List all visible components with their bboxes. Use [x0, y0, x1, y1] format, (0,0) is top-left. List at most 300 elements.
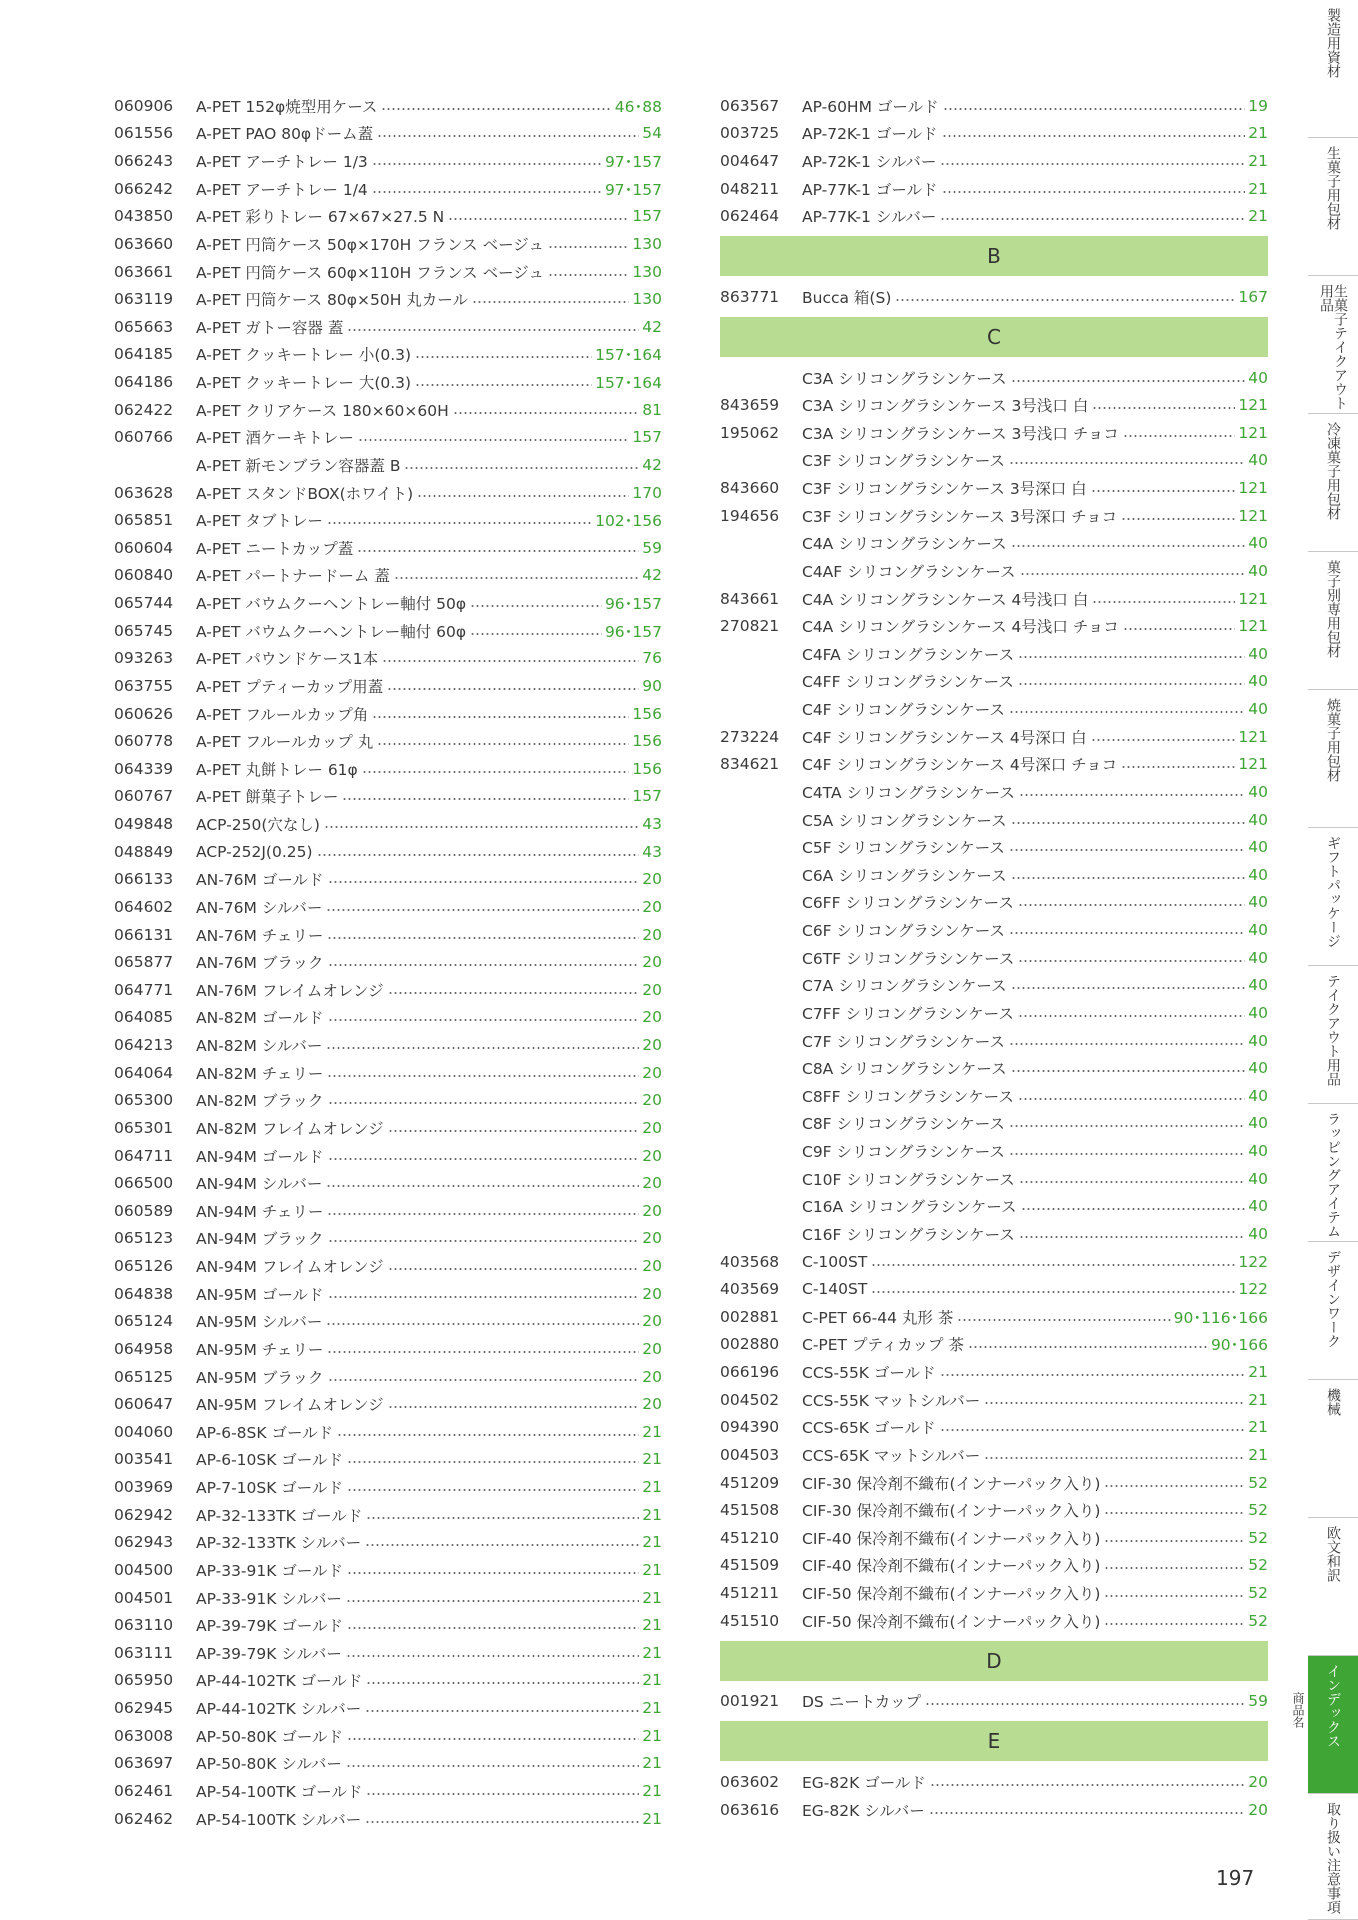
index-entry: [720, 1796, 1268, 1824]
leader-dots: [346, 1765, 639, 1767]
index-entry: [114, 368, 662, 396]
sidebar-tab[interactable]: [1308, 1104, 1358, 1242]
leader-dots: [1009, 462, 1245, 464]
index-entry: [720, 1524, 1268, 1552]
entry-page: 20: [642, 1367, 662, 1386]
entry-page: 52: [1248, 1501, 1268, 1520]
sidebar-tab[interactable]: [1308, 414, 1358, 552]
leader-dots: [365, 1710, 639, 1712]
index-entry: [114, 285, 662, 313]
index-entry: [114, 1556, 662, 1584]
entry-name: AP-33-91K シルバー: [196, 1589, 342, 1608]
leader-dots: [984, 1402, 1245, 1404]
sidebar-tab-label: ラッピングアイテム: [1325, 1112, 1341, 1238]
entry-name: A-PET 彩りトレー 67×67×27.5 N: [196, 208, 445, 227]
entry-page: 170: [632, 483, 662, 502]
index-entry: [720, 1303, 1268, 1331]
index-entry: [114, 230, 662, 258]
entry-page: 121: [1238, 589, 1268, 608]
index-column-left: [114, 92, 662, 1832]
index-entry: [720, 364, 1268, 392]
entry-code: 064213: [114, 1036, 174, 1055]
index-entry: [114, 451, 662, 479]
entry-name: A-PET フルールカップ角: [196, 705, 369, 724]
entry-code: 064339: [114, 759, 174, 778]
entry-page: 40: [1248, 976, 1268, 995]
entry-page: 46･88: [614, 97, 662, 116]
sidebar-tab[interactable]: [1308, 138, 1358, 276]
entry-page: 20: [642, 925, 662, 944]
entry-name: AN-95M ブラック: [196, 1368, 324, 1387]
entry-code: 093263: [114, 649, 174, 668]
index-entry: [720, 1496, 1268, 1524]
index-entry: [720, 1469, 1268, 1497]
leader-dots: [328, 1296, 640, 1298]
entry-name: CCS-55K マットシルバー: [802, 1391, 981, 1410]
index-entry: [720, 640, 1268, 668]
index-entry: [720, 120, 1268, 148]
index-entry: [114, 1611, 662, 1639]
entry-name: C6TF シリコングラシンケース: [802, 949, 1015, 968]
index-entry: [114, 1750, 662, 1778]
leader-dots: [1104, 1485, 1245, 1487]
index-entry: [114, 1031, 662, 1059]
entry-page: 40: [1248, 1031, 1268, 1050]
entry-name: A-PET クッキートレー 大(0.3): [196, 374, 412, 393]
entry-name: A-PET パートナードーム 蓋: [196, 567, 390, 586]
sidebar-tab[interactable]: [1308, 0, 1358, 138]
sidebar-tab-label: 生菓子用包材: [1325, 146, 1341, 230]
entry-code: 064064: [114, 1063, 174, 1082]
entry-name: A-PET パウンドケース1本: [196, 650, 379, 669]
leader-dots: [362, 771, 630, 773]
leader-dots: [394, 577, 639, 579]
entry-code: 843660: [720, 479, 780, 498]
entry-name: C5A シリコングラシンケース: [802, 811, 1007, 830]
entry-page: 21: [642, 1422, 662, 1441]
index-entry: [114, 1501, 662, 1529]
leader-dots: [346, 1655, 639, 1657]
leader-dots: [925, 1703, 1245, 1705]
leader-dots: [940, 163, 1245, 165]
entry-code: 064838: [114, 1284, 174, 1303]
leader-dots: [347, 329, 639, 331]
index-entry: [114, 479, 662, 507]
sidebar-tab[interactable]: [1308, 828, 1358, 966]
leader-dots: [372, 191, 602, 193]
entry-code: 451510: [720, 1611, 780, 1630]
leader-dots: [1092, 601, 1235, 603]
entry-name: C4A シリコングラシンケース 4号浅口 チョコ: [802, 618, 1119, 637]
entry-page: 156: [632, 759, 662, 778]
leader-dots: [357, 550, 639, 552]
index-entry: [720, 833, 1268, 861]
index-entry: [114, 92, 662, 120]
leader-dots: [943, 108, 1246, 110]
entry-page: 40: [1248, 893, 1268, 912]
index-entry: [720, 175, 1268, 203]
entry-page: 40: [1248, 782, 1268, 801]
entry-code: 451210: [720, 1528, 780, 1547]
entry-page: 59: [642, 538, 662, 557]
leader-dots: [940, 218, 1245, 220]
index-entry: [114, 700, 662, 728]
entry-name: A-PET バウムクーヘントレー軸付 50φ: [196, 595, 467, 614]
leader-dots: [328, 1019, 640, 1021]
entry-name: C-100ST: [802, 1252, 868, 1271]
entry-page: 40: [1248, 1086, 1268, 1105]
entry-name: C8FF シリコングラシンケース: [802, 1087, 1014, 1106]
entry-code: 003725: [720, 124, 780, 143]
entry-name: AN-76M チェリー: [196, 926, 324, 945]
entry-name: AP-33-91K ゴールド: [196, 1561, 344, 1580]
entry-page: 20: [1248, 1800, 1268, 1819]
leader-dots: [1019, 1181, 1245, 1183]
entry-name: AN-82M ゴールド: [196, 1009, 324, 1028]
leader-dots: [1123, 435, 1236, 437]
sidebar-tab-label: 機械: [1325, 1388, 1341, 1416]
entry-page: 40: [1248, 865, 1268, 884]
entry-name: AP-6-10SK ゴールド: [196, 1451, 344, 1470]
sidebar-tab[interactable]: [1308, 1518, 1358, 1656]
leader-dots: [1104, 1595, 1245, 1597]
leader-dots: [1018, 656, 1245, 658]
entry-name: A-PET ニートカップ蓋: [196, 539, 354, 558]
entry-code: 063110: [114, 1616, 174, 1635]
entry-page: 21: [1248, 124, 1268, 143]
sidebar-tab-label: 製造用資材: [1325, 8, 1341, 78]
index-entry: [720, 1027, 1268, 1055]
entry-code: 063567: [720, 96, 780, 115]
entry-name: A-PET スタンドBOX(ホワイト): [196, 484, 414, 503]
entry-name: CIF-40 保冷剤不織布(インナーパック入り): [802, 1529, 1101, 1548]
index-entry: [114, 1252, 662, 1280]
sidebar-tab[interactable]: [1308, 1656, 1358, 1794]
index-entry: [114, 258, 662, 286]
entry-code: 063755: [114, 676, 174, 695]
leader-dots: [366, 1517, 639, 1519]
entry-page: 121: [1238, 506, 1268, 525]
entry-name: C-140ST: [802, 1280, 868, 1299]
leader-dots: [1018, 1015, 1245, 1017]
sidebar-tab-label: 欧文和訳: [1325, 1526, 1341, 1582]
entry-code: 451509: [720, 1556, 780, 1575]
entry-code: 065125: [114, 1367, 174, 1386]
leader-dots: [1009, 1125, 1245, 1127]
entry-page: 20: [642, 1063, 662, 1082]
entry-code: 063660: [114, 234, 174, 253]
entry-name: AN-95M フレイムオレンジ: [196, 1396, 384, 1415]
index-entry: [720, 1579, 1268, 1607]
entry-page: 20: [642, 1257, 662, 1276]
leader-dots: [327, 522, 592, 524]
index-entry: [114, 893, 662, 921]
index-entry: [720, 391, 1268, 419]
section-letter-header: E: [720, 1721, 1268, 1761]
index-entry: [720, 1193, 1268, 1221]
entry-name: ACP-250(穴なし): [196, 816, 320, 835]
leader-dots: [968, 1346, 1208, 1348]
leader-dots: [929, 1812, 1246, 1814]
index-entry: [720, 751, 1268, 779]
index-entry: [720, 1552, 1268, 1580]
leader-dots: [940, 1429, 1246, 1431]
index-entry: [720, 1331, 1268, 1359]
index-entry: [720, 1386, 1268, 1414]
index-entry: [114, 1225, 662, 1253]
leader-dots: [472, 301, 629, 303]
entry-name: C5F シリコングラシンケース: [802, 839, 1005, 858]
index-entry: [114, 1280, 662, 1308]
index-entry: [720, 778, 1268, 806]
entry-page: 21: [642, 1754, 662, 1773]
entry-page: 157･164: [595, 374, 662, 393]
entry-page: 40: [1248, 1197, 1268, 1216]
entry-code: 064711: [114, 1146, 174, 1165]
entry-name: C4AF シリコングラシンケース: [802, 562, 1016, 581]
entry-page: 42: [642, 317, 662, 336]
entry-name: C6A シリコングラシンケース: [802, 866, 1007, 885]
leader-dots: [328, 1102, 640, 1104]
index-entry: [720, 1688, 1268, 1716]
leader-dots: [347, 1461, 639, 1463]
index-entry: [114, 396, 662, 424]
entry-name: C3A シリコングラシンケース: [802, 369, 1007, 388]
entry-page: 21: [642, 1726, 662, 1745]
index-entry: [114, 617, 662, 645]
leader-dots: [1018, 683, 1245, 685]
leader-dots: [388, 1268, 640, 1270]
entry-code: 062461: [114, 1781, 174, 1800]
entry-code: 003969: [114, 1478, 174, 1497]
index-entry: [114, 783, 662, 811]
leader-dots: [365, 1544, 639, 1546]
index-entry: [114, 203, 662, 231]
entry-code: 043850: [114, 207, 174, 226]
index-entry: [114, 1363, 662, 1391]
entry-page: 21: [1248, 207, 1268, 226]
entry-name: C8F シリコングラシンケース: [802, 1115, 1005, 1134]
index-entry: [720, 1137, 1268, 1165]
entry-code: 063008: [114, 1726, 174, 1745]
entry-name: ACP-252J(0.25): [196, 842, 313, 861]
index-entry: [114, 1004, 662, 1032]
entry-name: AP-77K-1 シルバー: [802, 208, 937, 227]
index-entry: [114, 948, 662, 976]
sidebar-tab[interactable]: [1308, 1794, 1358, 1920]
entry-code: 065124: [114, 1312, 174, 1331]
entry-page: 122: [1238, 1280, 1268, 1299]
leader-dots: [1121, 518, 1235, 520]
entry-code: 060647: [114, 1395, 174, 1414]
entry-name: A-PET アーチトレー 1/3: [196, 153, 368, 172]
index-entry: [720, 147, 1268, 175]
entry-code: 004503: [720, 1445, 780, 1464]
entry-page: 21: [642, 1588, 662, 1607]
entry-code: 065123: [114, 1229, 174, 1248]
entry-page: 21: [642, 1699, 662, 1718]
entry-code: 062462: [114, 1809, 174, 1828]
entry-code: 065877: [114, 953, 174, 972]
entry-page: 90: [642, 676, 662, 695]
leader-dots: [942, 135, 1246, 137]
entry-name: A-PET プティーカップ用蓋: [196, 677, 384, 696]
leader-dots: [317, 854, 640, 856]
leader-dots: [417, 495, 629, 497]
entry-page: 42: [642, 566, 662, 585]
leader-dots: [1011, 822, 1246, 824]
entry-name: C16F シリコングラシンケース: [802, 1225, 1015, 1244]
entry-page: 52: [1248, 1528, 1268, 1547]
entry-page: 156: [632, 732, 662, 751]
entry-code: 064185: [114, 345, 174, 364]
entry-name: C4F シリコングラシンケース: [802, 701, 1005, 720]
entry-page: 40: [1248, 700, 1268, 719]
leader-dots: [366, 1682, 639, 1684]
entry-page: 20: [642, 897, 662, 916]
index-entry: [114, 1805, 662, 1833]
entry-name: C4FA シリコングラシンケース: [802, 645, 1015, 664]
leader-dots: [327, 1213, 639, 1215]
index-entry: [114, 1142, 662, 1170]
entry-page: 121: [1238, 396, 1268, 415]
entry-name: C3F シリコングラシンケース 3号深口 チョコ: [802, 507, 1118, 526]
entry-name: C4A シリコングラシンケース 4号浅口 白: [802, 590, 1089, 609]
leader-dots: [327, 1351, 639, 1353]
sidebar-tab[interactable]: [1308, 690, 1358, 828]
entry-code: 048211: [720, 179, 780, 198]
leader-dots: [1091, 490, 1236, 492]
index-entry: [114, 1473, 662, 1501]
page-number: 197: [1216, 1866, 1255, 1890]
entry-name: A-PET PAO 80φドーム蓋: [196, 125, 374, 144]
sidebar-tab[interactable]: [1308, 1242, 1358, 1380]
entry-code: 451508: [720, 1501, 780, 1520]
entry-code: 004501: [114, 1588, 174, 1607]
index-entry: [720, 530, 1268, 558]
sidebar-tab-label: ギフトパッケージ: [1325, 836, 1341, 948]
sidebar-tab[interactable]: [1308, 966, 1358, 1104]
entry-name: C4FF シリコングラシンケース: [802, 673, 1014, 692]
index-entry: [114, 1169, 662, 1197]
entry-code: 060767: [114, 787, 174, 806]
leader-dots: [347, 1738, 639, 1740]
leader-dots: [347, 1489, 639, 1491]
entry-name: AP-32-133TK シルバー: [196, 1534, 362, 1553]
entry-page: 21: [1248, 1363, 1268, 1382]
index-entry: [720, 1414, 1268, 1442]
leader-dots: [1009, 1153, 1245, 1155]
entry-page: 121: [1238, 423, 1268, 442]
entry-page: 20: [642, 1229, 662, 1248]
entry-name: AP-39-79K シルバー: [196, 1644, 342, 1663]
leader-dots: [1104, 1623, 1245, 1625]
index-entry: [720, 1607, 1268, 1635]
entry-page: 21: [642, 1505, 662, 1524]
index-entry: [720, 612, 1268, 640]
entry-page: 40: [1248, 1142, 1268, 1161]
entry-name: C3A シリコングラシンケース 3号浅口 チョコ: [802, 424, 1119, 443]
entry-page: 52: [1248, 1473, 1268, 1492]
entry-page: 130: [632, 262, 662, 281]
index-entry: [720, 1275, 1268, 1303]
index-entry: [720, 861, 1268, 889]
leader-dots: [453, 412, 640, 414]
entry-code: 843661: [720, 589, 780, 608]
sidebar-tab[interactable]: [1308, 1380, 1358, 1518]
entry-code: 066500: [114, 1174, 174, 1193]
entry-name: CCS-65K マットシルバー: [802, 1446, 981, 1465]
entry-code: 063119: [114, 290, 174, 309]
entry-page: 121: [1238, 755, 1268, 774]
index-entry: [114, 589, 662, 617]
entry-page: 97･157: [604, 153, 662, 172]
entry-name: EG-82K シルバー: [802, 1801, 925, 1820]
leader-dots: [415, 384, 592, 386]
leader-dots: [326, 1185, 639, 1187]
entry-page: 19: [1248, 96, 1268, 115]
entry-name: AP-39-79K ゴールド: [196, 1617, 344, 1636]
leader-dots: [327, 937, 639, 939]
entry-code: 834621: [720, 755, 780, 774]
entry-code: 064186: [114, 373, 174, 392]
index-entry: [114, 120, 662, 148]
entry-page: 122: [1238, 1252, 1268, 1271]
index-entry: [114, 1722, 662, 1750]
entry-name: A-PET 円筒ケース 50φ×170H フランス ベージュ: [196, 235, 544, 254]
index-entry: [114, 866, 662, 894]
index-entry: [114, 341, 662, 369]
entry-page: 20: [642, 953, 662, 972]
entry-name: AN-82M チェリー: [196, 1064, 324, 1083]
index-entry: [114, 1584, 662, 1612]
entry-code: 065300: [114, 1091, 174, 1110]
entry-page: 21: [642, 1809, 662, 1828]
index-entry: [114, 921, 662, 949]
entry-code: 004500: [114, 1560, 174, 1579]
entry-name: AP-44-102TK シルバー: [196, 1700, 362, 1719]
entry-name: C-PET 66-44 丸形 茶: [802, 1308, 954, 1327]
entry-name: A-PET 円筒ケース 60φ×110H フランス ベージュ: [196, 263, 544, 282]
entry-code: 002881: [720, 1307, 780, 1326]
index-entry: [720, 1054, 1268, 1082]
entry-page: 20: [642, 1395, 662, 1414]
entry-code: 062464: [720, 207, 780, 226]
entry-name: C7A シリコングラシンケース: [802, 977, 1007, 996]
entry-code: 064771: [114, 980, 174, 999]
leader-dots: [548, 246, 629, 248]
entry-name: AP-77K-1 ゴールド: [802, 180, 938, 199]
index-entry: [720, 419, 1268, 447]
sidebar-tab[interactable]: [1308, 552, 1358, 690]
leader-dots: [448, 218, 629, 220]
entry-page: 40: [1248, 1169, 1268, 1188]
entry-page: 102･156: [595, 512, 662, 531]
entry-name: AN-82M ブラック: [196, 1092, 324, 1111]
entry-page: 157: [632, 207, 662, 226]
leader-dots: [1104, 1512, 1245, 1514]
index-entry: [114, 1529, 662, 1557]
index-entry: [720, 474, 1268, 502]
entry-name: AN-82M フレイムオレンジ: [196, 1119, 384, 1138]
entry-name: AP-44-102TK ゴールド: [196, 1672, 363, 1691]
section-letter-header: C: [720, 317, 1268, 357]
sidebar-tab[interactable]: [1308, 276, 1358, 414]
leader-dots: [365, 1821, 639, 1823]
leader-dots: [895, 299, 1235, 301]
entry-code: 004502: [720, 1390, 780, 1409]
entry-page: 20: [642, 1008, 662, 1027]
